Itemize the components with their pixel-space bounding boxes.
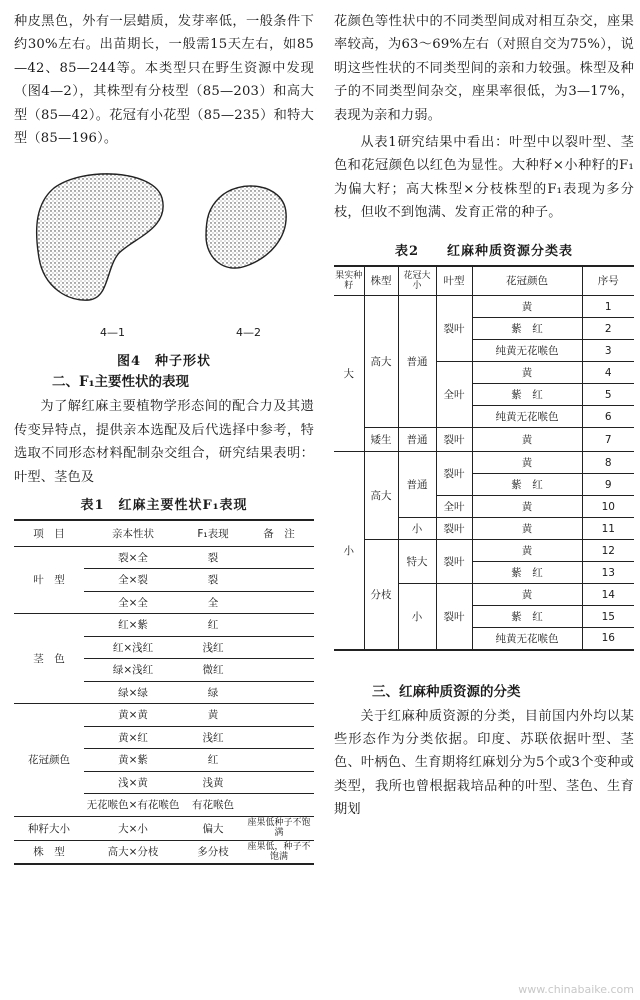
t2-color: 黄: [472, 362, 582, 384]
t1-header-parent: 亲本性状: [84, 520, 182, 546]
t2-size-normal: 普通: [398, 452, 436, 518]
seed-4-1-shape: [37, 174, 164, 300]
t2-num: 5: [582, 384, 634, 406]
t2-color: 黄: [472, 496, 582, 518]
t1-f1-cell: 偏大: [182, 816, 244, 840]
t1-parent-cell: 大×小: [84, 816, 182, 840]
t1-f1-cell: 红: [182, 614, 244, 637]
t1-note-cell: 座果低种子不饱满: [244, 816, 314, 840]
t2-seed-small: 小: [334, 452, 364, 650]
t1-parent-cell: 绿×绿: [84, 681, 182, 704]
t1-parent-cell: 红×紫: [84, 614, 182, 637]
t1-note-cell: [244, 569, 314, 592]
t1-parent-cell: 无花喉色×有花喉色: [84, 794, 182, 817]
t2-size-extra: 特大: [398, 540, 436, 584]
seed-shape-figure: [14, 158, 314, 348]
t2-num: 8: [582, 452, 634, 474]
t2-color: 纯黄无花喉色: [472, 628, 582, 650]
t1-f1-cell: 裂: [182, 569, 244, 592]
t2-num: 12: [582, 540, 634, 562]
t1-group-cell: 茎 色: [14, 614, 84, 704]
t2-color: 紫 红: [472, 384, 582, 406]
t2-header-number: 序号: [582, 266, 634, 296]
t2-plant-tall: 高大: [364, 296, 398, 428]
t2-header-flower-color: 花冠颜色: [472, 266, 582, 296]
t2-header-seed: 果实种籽: [334, 266, 364, 296]
t2-color: 黄: [472, 518, 582, 540]
t1-f1-cell: 多分枝: [182, 840, 244, 864]
t1-note-cell: [244, 546, 314, 569]
t1-parent-cell: 黄×黄: [84, 704, 182, 727]
t1-parent-cell: 高大×分枝: [84, 840, 182, 864]
t2-color: 纯黄无花喉色: [472, 340, 582, 362]
t1-note-cell: [244, 636, 314, 659]
t1-f1-cell: 微红: [182, 659, 244, 682]
t2-color: 紫 红: [472, 606, 582, 628]
t1-note-cell: [244, 614, 314, 637]
t2-header-plant: 株型: [364, 266, 398, 296]
t1-note-cell: [244, 591, 314, 614]
right-paragraph-2: 从表1研究结果中看出：叶型中以裂叶型、茎色和花冠颜色以红色为显性。大种籽×小种籽的F₁为偏大籽；高大株型×分枝株型的F₁表现为多分枝，但收不到饱满、发育正常的种子。: [334, 135, 634, 221]
t1-parent-cell: 全×全: [84, 591, 182, 614]
t2-color: 黄: [472, 428, 582, 452]
t1-note-cell: 座果低，种子不饱满: [244, 840, 314, 864]
table-row: [14, 840, 314, 864]
table-row: [14, 704, 314, 727]
seed-drawing: [14, 158, 314, 318]
t2-num: 4: [582, 362, 634, 384]
t1-f1-cell: 浅红: [182, 726, 244, 749]
t2-leaf-split: 裂叶: [436, 428, 472, 452]
t2-leaf-split: 裂叶: [436, 540, 472, 584]
t2-color: 黄: [472, 540, 582, 562]
left-paragraph-1: 种皮黑色，外有一层蜡质，发芽率低，一般条件下约30%左右。出苗期长，一般需15天左右，如85—42、85—244等。本类型只在野生资源中发现（图4—2），其株型有分枝型（85—203）和高大型（85—42）。花冠有小花型（85—235）和特大型（85—196）。: [14, 14, 314, 147]
t1-group-cell: 花冠颜色: [14, 704, 84, 817]
t1-group-cell: 种籽大小: [14, 816, 84, 840]
t2-leaf-split: 裂叶: [436, 296, 472, 362]
t1-header-note: 备 注: [244, 520, 314, 546]
t1-parent-cell: 绿×浅红: [84, 659, 182, 682]
t2-leaf-split: 裂叶: [436, 452, 472, 496]
t2-color: 紫 红: [472, 474, 582, 496]
t1-note-cell: [244, 704, 314, 727]
table-2-header-row: [334, 266, 634, 296]
right-paragraph-3: 关于红麻种质资源的分类，目前国内外均以某些形态作为分类依据。印度、苏联依据叶型、茎色、叶柄色、生育期将红麻划分为5个或3个变种或类型，我所也曾根据栽培品种的叶型、茎色、生育期划: [334, 708, 634, 818]
t2-num: 7: [582, 428, 634, 452]
t2-plant-dwarf: 矮生: [364, 428, 398, 452]
t1-note-cell: [244, 726, 314, 749]
t1-header-item: 项 目: [14, 520, 84, 546]
watermark-text: www.chinabaike.com: [518, 983, 634, 996]
t2-num: 16: [582, 628, 634, 650]
t1-f1-cell: 有花喉色: [182, 794, 244, 817]
t2-header-flower-size: 花冠大小: [398, 266, 436, 296]
t1-f1-cell: 黄: [182, 704, 244, 727]
t2-size-normal: 普通: [398, 428, 436, 452]
t1-parent-cell: 浅×黄: [84, 771, 182, 794]
section-2-heading: 二、F₁主要性状的表现: [52, 374, 189, 391]
t2-num: 3: [582, 340, 634, 362]
left-paragraph-2: 为了解红麻主要植物学形态间的配合力及其遗传变异特点，提供亲本选配及后代选择中参考，特选取不同形态材料配制杂交组合，研究结果表明：叶型、茎色及: [14, 399, 314, 485]
t2-size-normal: 普通: [398, 296, 436, 428]
t1-note-cell: [244, 681, 314, 704]
t1-note-cell: [244, 749, 314, 772]
t2-color: 黄: [472, 584, 582, 606]
t2-num: 15: [582, 606, 634, 628]
right-paragraph-1: 花颜色等性状中的不同类型间成对相互杂交，座果率较高，为63～69%左右（对照自交为75%），说明这些性状的不同类型间的亲和力较强。株型及种子的不同类型间杂交，座果率很低，为3—17%，表现为亲和力弱。: [334, 14, 634, 123]
t2-color: 紫 红: [472, 562, 582, 584]
t2-color: 紫 红: [472, 318, 582, 340]
t2-num: 14: [582, 584, 634, 606]
t1-group-cell: 株 型: [14, 840, 84, 864]
t2-leaf-split: 裂叶: [436, 518, 472, 540]
table-1-title: 表1 红麻主要性状F₁表现: [80, 498, 248, 514]
t2-leaf-split: 裂叶: [436, 584, 472, 650]
t1-header-f1: F₁表现: [182, 520, 244, 546]
table-row: [14, 614, 314, 637]
t2-color: 黄: [472, 452, 582, 474]
t1-f1-cell: 裂: [182, 546, 244, 569]
t2-leaf-whole: 全叶: [436, 362, 472, 428]
t1-f1-cell: 浅红: [182, 636, 244, 659]
t2-num: 1: [582, 296, 634, 318]
table-1-header-row: [14, 520, 314, 546]
table-row: [14, 546, 314, 569]
t2-seed-big: 大: [334, 296, 364, 452]
t2-leaf-whole: 全叶: [436, 496, 472, 518]
t2-num: 6: [582, 406, 634, 428]
t2-num: 13: [582, 562, 634, 584]
t2-color: 黄: [472, 296, 582, 318]
t1-f1-cell: 全: [182, 591, 244, 614]
table-row: [14, 816, 314, 840]
t1-note-cell: [244, 794, 314, 817]
table-1: [14, 519, 314, 865]
t1-parent-cell: 裂×全: [84, 546, 182, 569]
t2-num: 9: [582, 474, 634, 496]
t1-note-cell: [244, 659, 314, 682]
t1-group-cell: 叶 型: [14, 546, 84, 614]
t2-color: 纯黄无花喉色: [472, 406, 582, 428]
t1-f1-cell: 红: [182, 749, 244, 772]
t1-parent-cell: 黄×紫: [84, 749, 182, 772]
t1-note-cell: [244, 771, 314, 794]
left-column: [14, 10, 314, 865]
right-column: [334, 10, 634, 822]
t2-header-leaf: 叶型: [436, 266, 472, 296]
t1-f1-cell: 浅黄: [182, 771, 244, 794]
t2-num: 11: [582, 518, 634, 540]
figure-caption: 图4 种子形状: [116, 354, 212, 370]
t1-parent-cell: 红×浅红: [84, 636, 182, 659]
t2-plant-branch: 分枝: [364, 540, 398, 650]
t2-size-small: 小: [398, 584, 436, 650]
t1-parent-cell: 黄×红: [84, 726, 182, 749]
t2-size-small: 小: [398, 518, 436, 540]
t2-num: 2: [582, 318, 634, 340]
figure-label-4-2: 4—2: [236, 326, 261, 340]
table-2-title: 表2 红麻种质资源分类表: [394, 243, 574, 259]
seed-4-2-shape: [206, 186, 286, 268]
t2-num: 10: [582, 496, 634, 518]
t1-f1-cell: 绿: [182, 681, 244, 704]
t2-plant-tall: 高大: [364, 452, 398, 540]
table-2: [334, 265, 634, 651]
section-3-heading: 三、红麻种质资源的分类: [372, 683, 521, 700]
t1-parent-cell: 全×裂: [84, 569, 182, 592]
figure-label-4-1: 4—1: [100, 326, 125, 340]
